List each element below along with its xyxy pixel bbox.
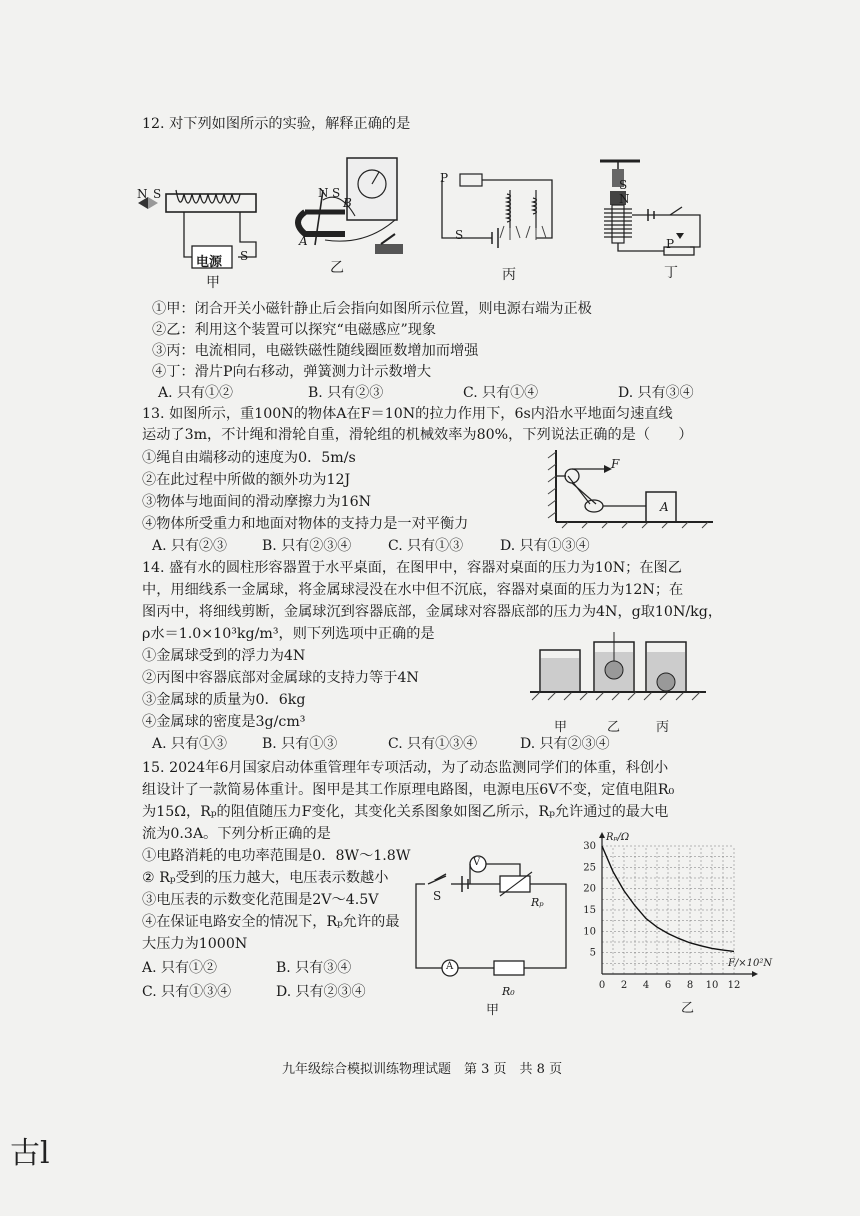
q14-caption-yi: 乙 — [607, 720, 621, 735]
q13-stem-1: 13. 如图所示，重100N的物体A在F＝10N的拉力作用下，6s内沿水平地面匀速直线 — [142, 406, 673, 422]
q15-caption-jia: 甲 — [486, 1003, 500, 1018]
q14-item-3: ③金属球的质量为0．6kg — [142, 692, 306, 708]
q15-stem-3: 为15Ω，Rₚ的阻值随压力F变化，其变化关系图象如图乙所示，Rₚ允许通过的最大电 — [142, 804, 669, 820]
q13-item-3: ③物体与地面间的滑动摩擦力为16N — [142, 494, 372, 510]
q15-item-3: ③电压表的示数变化范围是2V～4.5V — [142, 892, 379, 908]
q13-label-f: F — [611, 457, 620, 471]
q15-item-1: ①电路消耗的电功率范围是0．8W～1.8W — [142, 848, 411, 864]
q12-stem: 12. 对下列如图所示的实验，解释正确的是 — [142, 116, 411, 132]
y-tick-label: 25 — [583, 862, 596, 874]
q12-jia-label-n: N — [137, 187, 148, 201]
q14-stem-2: 中，用细线系一金属球，将金属球浸没在水中但不沉底，容器对桌面的压力为12N；在 — [142, 582, 684, 598]
x-tick-label: 0 — [598, 980, 606, 991]
q14-stem-4: ρ水＝1.0×10³kg/m³，则下列选项中正确的是 — [142, 626, 435, 642]
q15-ammeter-label: A — [446, 961, 454, 972]
q14-caption-jia: 甲 — [554, 720, 568, 735]
q12-item-4: ④丁：滑片P向右移动，弹簧测力计示数增大 — [152, 364, 432, 380]
q12-caption-bing: 丙 — [502, 267, 516, 283]
q15-stem-2: 组设计了一款简易体重计。图甲是其工作原理电路图，电源电压6V不变，定值电阻R₀ — [142, 782, 675, 798]
q15-voltmeter-label: V — [473, 857, 481, 868]
y-tick-label: 30 — [583, 841, 596, 852]
q13-figure — [548, 448, 718, 528]
q12-item-2: ②乙：利用这个装置可以探究“电磁感应”现象 — [152, 322, 437, 338]
q12-yi-label-n: N — [318, 186, 329, 200]
q12-jia-switch-s: S — [240, 249, 249, 263]
q12-caption-ding: 丁 — [664, 265, 678, 281]
q12-ding-label-s: S — [619, 178, 628, 192]
page-footer: 九年级综合模拟训练物理试题 第 3 页 共 8 页 — [282, 1062, 563, 1077]
x-tick-label: 4 — [642, 980, 650, 991]
q13-item-2: ②在此过程中所做的额外功为12J — [142, 472, 351, 488]
q14-stem-1: 14. 盛有水的圆柱形容器置于水平桌面，在图甲中，容器对桌面的压力为10N；在图乙 — [142, 560, 682, 576]
q15-circuit — [410, 850, 580, 980]
q13-stem-2: 运动了3m，不计绳和滑轮自重，滑轮组的机械效率为80%，下列说法正确的是（ ） — [142, 427, 693, 443]
q15-item-4: ④在保证电路安全的情况下，Rₚ允许的最 — [142, 914, 400, 930]
q13-option-b: B. 只有②③④ — [262, 538, 352, 554]
q14-option-c: C. 只有①③④ — [388, 736, 478, 752]
y-tick-label: 10 — [583, 926, 596, 938]
q13-item-4: ④物体所受重力和地面对物体的支持力是一对平衡力 — [142, 516, 469, 532]
corner-mark: 古l — [10, 1136, 50, 1171]
q15-option-a: A. 只有①② — [142, 960, 218, 976]
q12-item-1: ①甲：闭合开关小磁针静止后会指向如图所示位置，则电源右端为正极 — [152, 301, 592, 317]
q13-option-c: C. 只有①③ — [388, 538, 464, 554]
q15-r0-label: R₀ — [502, 985, 515, 998]
q12-yi-label-a: A — [299, 234, 308, 248]
q12-bing-label-s: S — [455, 228, 464, 242]
q12-option-b: B. 只有②③ — [308, 385, 384, 401]
q14-option-a: A. 只有①③ — [152, 736, 228, 752]
q14-option-d: D. 只有②③④ — [520, 736, 610, 752]
q13-item-1: ①绳自由端移动的速度为0．5m/s — [142, 450, 356, 466]
q12-option-c: C. 只有①④ — [463, 385, 539, 401]
q14-item-2: ②丙图中容器底部对金属球的支持力等于4N — [142, 670, 419, 686]
q12-power-label: 电源 — [196, 255, 223, 270]
x-tick-label: 2 — [620, 980, 628, 991]
q15-option-d: D. 只有②③④ — [276, 984, 366, 1000]
q12-option-d: D. 只有③④ — [618, 385, 694, 401]
q12-jia-label-s: S — [153, 187, 162, 201]
q15-rp-force-chart — [570, 826, 780, 996]
y-tick-label: 15 — [583, 905, 596, 916]
q15-caption-yi: 乙 — [681, 1001, 695, 1016]
q14-item-1: ①金属球受到的浮力为4N — [142, 648, 306, 664]
q14-item-4: ④金属球的密度是3g/cm³ — [142, 714, 306, 730]
q12-bing-label-p: P — [440, 171, 449, 185]
y-tick-label: 5 — [589, 947, 596, 959]
x-axis-label: F/×10²N — [728, 958, 773, 969]
q15-switch-label: S — [433, 889, 442, 903]
q14-figure — [528, 632, 708, 712]
q15-stem-1: 15. 2024年6月国家启动体重管理年专项活动，为了动态监测同学们的体重，科创小 — [142, 760, 669, 776]
q12-caption-yi: 乙 — [330, 260, 344, 276]
q14-stem-3: 图丙中，将细线剪断，金属球沉到容器底部，金属球对容器底部的压力为4N，g取10N/kg， — [142, 604, 723, 620]
q13-option-d: D. 只有①③④ — [500, 538, 590, 554]
q12-figure-ding — [590, 155, 720, 265]
q15-option-b: B. 只有③④ — [276, 960, 352, 976]
q12-option-a: A. 只有①② — [158, 385, 234, 401]
q12-caption-jia: 甲 — [206, 275, 220, 291]
q15-rp-label: Rₚ — [531, 896, 544, 909]
q14-caption-bing: 丙 — [656, 720, 670, 735]
x-tick-label: 12 — [727, 980, 741, 991]
q12-ding-label-p: P — [666, 237, 675, 251]
q13-label-a: A — [660, 500, 669, 514]
q14-option-b: B. 只有①③ — [262, 736, 338, 752]
q12-yi-label-b: B — [343, 196, 352, 210]
x-tick-label: 10 — [705, 980, 719, 991]
x-tick-label: 8 — [686, 980, 694, 991]
q12-item-3: ③丙：电流相同，电磁铁磁性随线圈匝数增加而增强 — [152, 343, 479, 359]
y-axis-arrow — [599, 832, 605, 838]
y-axis-label: Rₚ/Ω — [606, 832, 630, 843]
q15-stem-4: 流为0.3A。下列分析正确的是 — [142, 826, 331, 842]
q12-yi-label-s: S — [332, 186, 341, 200]
q12-ding-label-n: N — [619, 192, 630, 206]
q12-figure-bing — [432, 168, 582, 258]
q15-option-c: C. 只有①③④ — [142, 984, 232, 1000]
q15-item-4-cont: 大压力为1000N — [142, 936, 248, 952]
y-tick-label: 20 — [583, 883, 596, 895]
q15-item-2: ② Rₚ受到的压力越大，电压表示数越小 — [142, 870, 389, 886]
q13-option-a: A. 只有②③ — [152, 538, 228, 554]
x-tick-label: 6 — [664, 980, 672, 991]
x-axis-arrow — [752, 971, 758, 977]
